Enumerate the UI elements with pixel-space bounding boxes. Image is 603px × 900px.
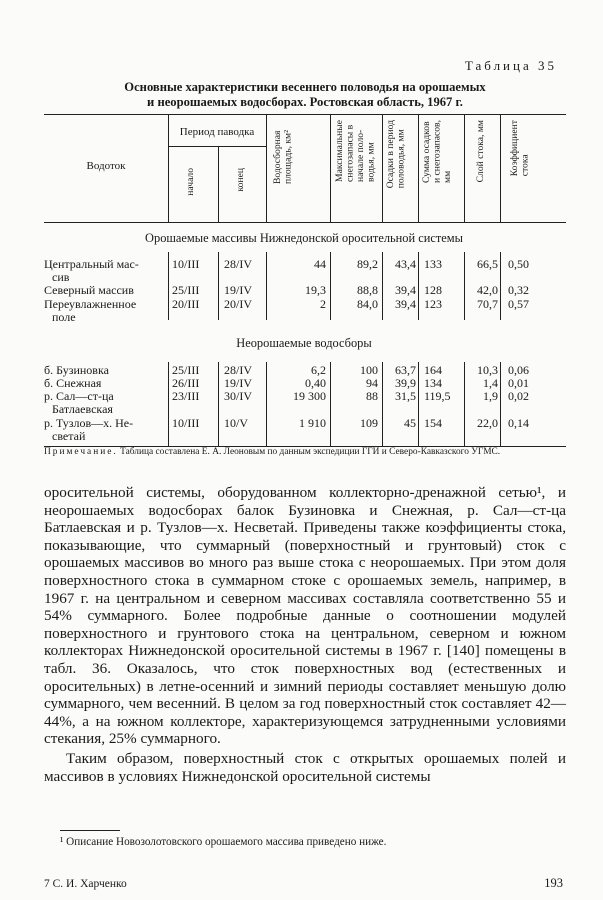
header-snow-line: водья, мм: [365, 142, 377, 182]
cell-precip: 39,4: [395, 297, 416, 311]
column-rule: [418, 362, 419, 446]
cell-start: 20/III: [172, 297, 200, 311]
column-rule: [500, 114, 501, 222]
cell-snow: 88,8: [357, 283, 378, 297]
cell-start: 26/III: [172, 376, 200, 390]
cell-area: 19 300: [293, 389, 326, 403]
footer-signature: 7 С. И. Харченко: [44, 878, 127, 890]
paragraph-1: оросительной системы, оборудованном коллекторно-дренажной сетью¹, и неорошаемых водосборах балок Бузиновка и Снежная, р. Сал—ст-ца Батлаевская и р. Тузлов—х. Несветай. Приведены также коэффициенты стока, показывающие, что суммарный (поверхностный и грунтовый) сток с орошаемых массивов во много раз выше стока с неорошаемых. При этом доля поверхностного стока в суммарном стоке с орошаемых земель, например, в 1967 г. на центральном и северном массивах составляла соответственно 55 и 54% суммарного. Более подробные данные о соотношении модулей поверхностного и грунтового стока на центральном, северном и южном коллекторах Нижнедонской оросительной системы в 1967 г. [140] помещены в табл. 36. Оказалось, что сток поверхностных вод (естественных и оросительных) в летне-осенний и зимний периоды составляет меньшую долю суммарного, чем весенний. В целом за год поверхностный сток составляет 42—44%, а на южном коллекторе, характеризующемся затрудненными условиями стекания, 25% суммарного.: [44, 484, 566, 748]
cell-runoff: 66,5: [477, 257, 498, 271]
cell-sum: 128: [424, 283, 442, 297]
column-rule: [330, 362, 331, 446]
cell-precip: 63,7: [395, 363, 416, 377]
row-name: [44, 284, 166, 297]
paragraph-2: Таким образом, поверхностный сток с открытых орошаемых полей и массивов в условиях Нижнедонской оросительной системы: [44, 749, 566, 785]
cell-start: 10/III: [172, 416, 200, 430]
cell-start: 23/III: [172, 389, 200, 403]
header-bottom-rule: [44, 222, 566, 223]
table-top-rule: [44, 114, 566, 115]
row-name: [44, 364, 166, 377]
header-area-line: площадь, км²: [282, 130, 294, 185]
cell-snow: 89,2: [357, 257, 378, 271]
cell-coef: 0,02: [508, 389, 529, 403]
table-number: Таблица 35: [464, 58, 557, 73]
header-snow-line: Максимальные: [334, 120, 345, 182]
main-text: [44, 484, 566, 785]
header-sum-line: мм: [442, 170, 453, 183]
footnote-rule: [60, 830, 120, 831]
header-sum-line: и снегозапасов,: [431, 120, 443, 183]
header-precip-line: половодья, мм: [395, 129, 407, 189]
cell-runoff: 1,4: [483, 376, 498, 390]
cell-start: 25/III: [172, 283, 200, 297]
cell-snow: 109: [360, 416, 378, 430]
column-rule: [500, 252, 501, 320]
cell-coef: 0,50: [508, 257, 529, 271]
cell-start: 10/III: [172, 257, 200, 271]
column-rule: [382, 114, 383, 222]
cell-precip: 45: [404, 416, 416, 430]
row-name: [44, 298, 166, 323]
table-title-line-1: Основные характеристики весеннего половодья на орошаемых: [124, 80, 486, 94]
column-rule: [218, 252, 219, 320]
row-name: [44, 390, 166, 415]
header-snow: [335, 120, 377, 182]
cell-sum: 133: [424, 257, 442, 271]
row-name-line: Центральный мас-: [44, 257, 139, 271]
column-rule: [168, 114, 169, 222]
cell-precip: 39,9: [395, 376, 416, 390]
column-rule: [464, 252, 465, 320]
column-rule: [464, 114, 465, 222]
cell-precip: 31,5: [395, 389, 416, 403]
cell-precip: 43,4: [395, 257, 416, 271]
header-coef: [510, 120, 531, 176]
column-rule: [266, 252, 267, 320]
cell-runoff: 42,0: [477, 283, 498, 297]
column-rule: [418, 114, 419, 222]
header-area: [273, 130, 294, 184]
cell-sum: 119,5: [424, 389, 451, 403]
header-sum: [422, 120, 454, 183]
cell-end: 10/V: [224, 416, 248, 430]
cell-coef: 0,14: [508, 416, 529, 430]
row-name-line: Батлаевская: [52, 401, 113, 416]
header-coef-line: стока: [519, 154, 531, 177]
table-title-line-2: и неорошаемых водосборах. Ростовская область, 1967 г.: [147, 95, 463, 109]
cell-end: 19/IV: [224, 376, 252, 390]
cell-snow: 94: [366, 376, 378, 390]
note-label: Примечание.: [44, 447, 118, 457]
row-name-line: б. Бузиновка: [44, 363, 109, 377]
column-rule: [382, 362, 383, 446]
cell-coef: 0,57: [508, 297, 529, 311]
row-name: [44, 417, 166, 442]
row-name-line: сив: [52, 269, 70, 284]
cell-coef: 0,06: [508, 363, 529, 377]
header-snow-line: снегозапасы в: [344, 124, 356, 182]
cell-runoff: 70,7: [477, 297, 498, 311]
cell-runoff: 10,3: [477, 363, 498, 377]
table-note: [44, 446, 564, 458]
header-area-line: Водосборная: [272, 130, 283, 185]
header-precip: [386, 120, 407, 188]
cell-end: 30/IV: [224, 389, 252, 403]
header-end: конец: [235, 168, 246, 192]
column-rule: [330, 114, 331, 222]
row-name-line: Переувлажненное: [44, 297, 137, 311]
row-name-line: Северный массив: [44, 283, 134, 297]
column-rule: [266, 114, 267, 222]
table-title: [60, 80, 550, 110]
period-rule: [168, 146, 266, 147]
header-start: начало: [185, 168, 196, 196]
column-rule: [266, 362, 267, 446]
header-runoff: [476, 120, 487, 182]
cell-sum: 154: [424, 416, 442, 430]
cell-area: 6,2: [311, 363, 326, 377]
cell-snow: 88: [366, 389, 378, 403]
row-name-line: б. Снежная: [44, 376, 102, 390]
row-name-line: поле: [52, 309, 76, 324]
column-rule: [464, 362, 465, 446]
cell-snow: 100: [360, 363, 378, 377]
cell-runoff: 1,9: [483, 389, 498, 403]
cell-area: 19,3: [305, 283, 326, 297]
header-runoff-line: Слой стока, мм: [475, 120, 486, 183]
cell-precip: 39,4: [395, 283, 416, 297]
column-rule: [218, 362, 219, 446]
header-snow-line: начале поло-: [355, 129, 366, 182]
cell-end: 20/IV: [224, 297, 252, 311]
column-rule: [168, 252, 169, 320]
section-title-irrigated: Орошаемые массивы Нижнедонской оросительной системы: [145, 231, 463, 245]
header-coef-line: Коэффициент: [509, 120, 520, 177]
cell-end: 28/IV: [224, 363, 252, 377]
header-precip-line: Осадки в период: [385, 120, 396, 189]
note-text: Таблица составлена Е. А. Леоновым по данным экспедиции ГГИ и Северо-Кавказского УГМС.: [117, 447, 501, 457]
cell-end: 28/IV: [224, 257, 252, 271]
cell-sum: 134: [424, 376, 442, 390]
row-name: [44, 258, 166, 283]
header-sum-line: Сумма осадков: [421, 121, 432, 183]
cell-coef: 0,32: [508, 283, 529, 297]
cell-area: 0,40: [305, 376, 326, 390]
footnote: ¹ Описание Новозолотовского орошаемого массива приведено ниже.: [60, 836, 387, 848]
column-rule: [218, 146, 219, 222]
cell-area: 44: [314, 257, 326, 271]
header-watercourse: Водоток: [86, 160, 126, 172]
row-name-line: р. Тузлов—х. Не-: [44, 416, 134, 430]
cell-sum: 123: [424, 297, 442, 311]
cell-snow: 84,0: [357, 297, 378, 311]
cell-area: 1 910: [299, 416, 326, 430]
cell-end: 19/IV: [224, 283, 252, 297]
page-number: 193: [544, 876, 563, 890]
cell-runoff: 22,0: [477, 416, 498, 430]
column-rule: [330, 252, 331, 320]
row-name: [44, 377, 166, 390]
section-title-nonirrigated: Неорошаемые водосборы: [236, 336, 372, 350]
cell-area: 2: [320, 297, 326, 311]
column-rule: [382, 252, 383, 320]
row-name-line: светай: [52, 428, 86, 443]
row-name-line: р. Сал—ст-ца: [44, 389, 114, 403]
column-rule: [418, 252, 419, 320]
column-rule: [500, 362, 501, 446]
column-rule: [168, 362, 169, 446]
cell-coef: 0,01: [508, 376, 529, 390]
cell-sum: 164: [424, 363, 442, 377]
header-flood-period: Период паводка: [179, 126, 255, 138]
cell-start: 25/III: [172, 363, 200, 377]
